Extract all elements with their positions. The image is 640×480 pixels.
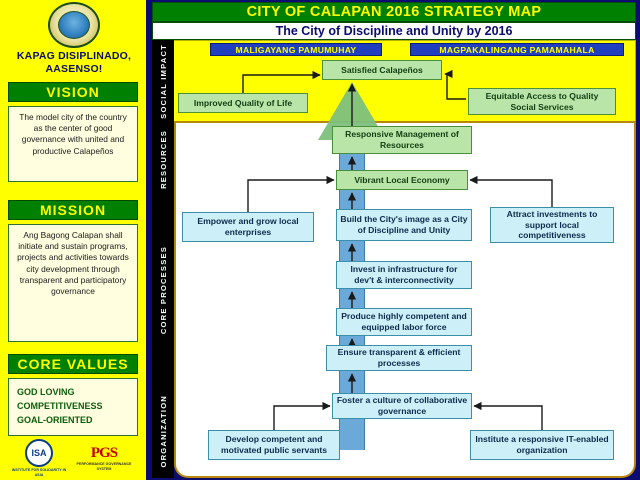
tagline-text: KAPAG DISIPLINADO, AASENSO! xyxy=(16,50,132,75)
pgs-logo-caption: PERFORMANCE GOVERNANCE SYSTEM xyxy=(76,461,132,471)
partner-logos xyxy=(8,438,138,478)
perspective-label-core-processes xyxy=(152,195,174,385)
objective-improved-quality-of-life[interactable]: Improved Quality of Life xyxy=(178,93,308,113)
objective-ensure-processes[interactable]: Ensure transparent & efficient processes xyxy=(326,345,472,371)
perspective-label-text: RESOURCES xyxy=(158,129,168,189)
mission-heading: MISSION xyxy=(8,200,138,220)
objective-foster-collaborative-governance[interactable]: Foster a culture of collaborative governance xyxy=(332,393,472,419)
core-values-text: GOD LOVING COMPETITIVENESS GOAL-ORIENTED xyxy=(8,378,138,436)
objective-labor-force[interactable]: Produce highly competent and equipped labor force xyxy=(336,308,472,336)
perspective-label-social-impact xyxy=(152,40,174,123)
pgs-logo-icon xyxy=(73,445,135,471)
isa-logo-mark: ISA xyxy=(25,439,53,467)
vision-heading: VISION xyxy=(8,82,138,102)
objective-empower-enterprises[interactable]: Empower and grow local enterprises xyxy=(182,212,314,242)
perspective-label-resources xyxy=(152,123,174,195)
page-subtitle: The City of Discipline and Unity by 2016 xyxy=(152,22,636,40)
objective-invest-infrastructure[interactable]: Invest in infrastructure for dev't & interconnectivity xyxy=(336,261,472,289)
objective-it-enabled-organization[interactable]: Institute a responsive IT-enabled organization xyxy=(470,430,614,460)
objective-vibrant-local-economy[interactable]: Vibrant Local Economy xyxy=(336,170,468,190)
seal-inner xyxy=(58,11,90,39)
pill-magpakalingang-pamamahala: MAGPAKALINGANG PAMAMAHALA xyxy=(410,43,624,56)
mission-text: Ang Bagong Calapan shall initiate and sustain programs, projects and activities towards city development through transparent and participatory governance xyxy=(8,224,138,342)
pill-maligayang-pamumuhay: MALIGAYANG PAMUMUHAY xyxy=(210,43,382,56)
objective-satisfied-calapenos[interactable]: Satisfied Calapeños xyxy=(322,60,442,80)
core-values-heading: CORE VALUES xyxy=(8,354,138,374)
isa-logo-icon xyxy=(11,439,67,477)
objective-attract-investments[interactable]: Attract investments to support local competitiveness xyxy=(490,207,614,243)
vision-text: The model city of the country as the center of good governance with united and productive Calapeños xyxy=(8,106,138,182)
perspective-label-text: ORGANIZATION xyxy=(158,395,168,468)
objective-develop-public-servants[interactable]: Develop competent and motivated public servants xyxy=(208,430,340,460)
left-info-panel xyxy=(0,0,148,480)
perspective-label-text: SOCIAL IMPACT xyxy=(158,44,168,119)
objective-equitable-access[interactable]: Equitable Access to Quality Social Services xyxy=(468,88,616,115)
objective-responsive-management[interactable]: Responsive Management of Resources xyxy=(332,126,472,154)
city-seal-icon xyxy=(48,2,100,48)
objective-build-city-image[interactable]: Build the City's image as a City of Discipline and Unity xyxy=(336,209,472,241)
perspective-label-organization xyxy=(152,385,174,478)
page-title: CITY OF CALAPAN 2016 STRATEGY MAP xyxy=(152,2,636,22)
pgs-logo-mark: PGS xyxy=(90,444,118,461)
perspective-label-text: CORE PROCESSES xyxy=(158,245,168,335)
isa-logo-caption: INSTITUTE FOR SOLIDARITY IN ASIA xyxy=(11,467,67,477)
